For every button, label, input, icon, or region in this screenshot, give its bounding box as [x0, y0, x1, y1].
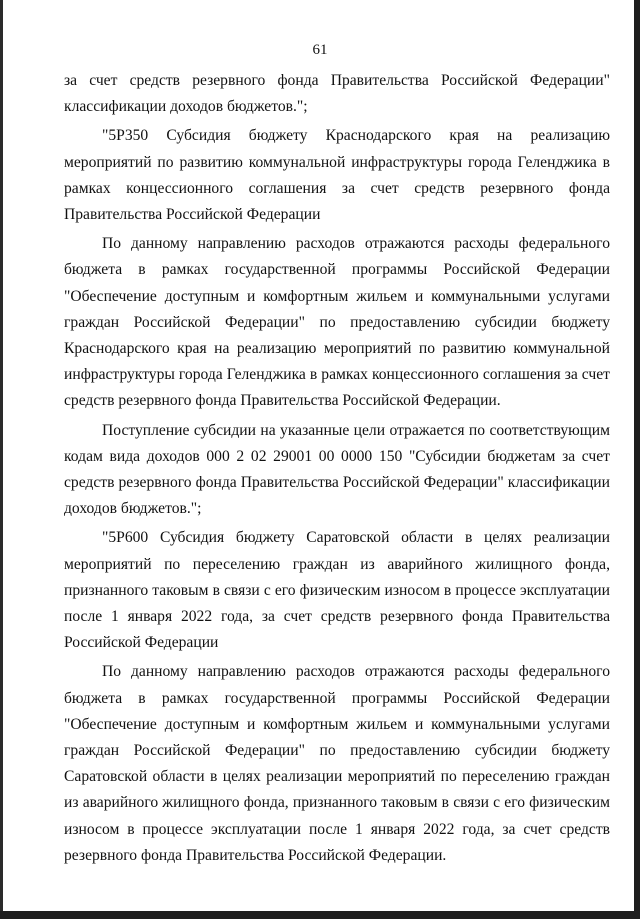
paragraph-5r600-description: По данному направлению расходов отражаются расходы федерального бюджета в рамках государственной программы Российской Федерации "Обеспечение доступным и комфортным жильем и коммунальными услугами граждан Российской Федерации" по предоставлению субсидии бюджету Саратовской области в целях реализации мероприятий по переселению граждан из аварийного жилищного фонда, признанного таковым в связи с его физическим износом в процессе эксплуатации после 1 января 2022 года, за счет средств резервного фонда Правительства Российской Федерации.	[64, 663, 610, 864]
scan-edge-bottom	[0, 911, 640, 919]
page-number: 61	[312, 42, 328, 58]
scan-edge-left	[0, 0, 3, 919]
paragraph-5r350-description: По данному направлению расходов отражаются расходы федерального бюджета в рамках государственной программы Российской Федерации "Обеспечение доступным и комфортным жильем и коммунальными услугами граждан Российской Федерации" по предоставлению субсидии бюджету Краснодарского края на реализацию мероприятий по развитию коммунальной инфраструктуры города Геленджика в рамках концессионного соглашения за счет средств резервного фонда Правительства Российской Федерации.	[64, 235, 610, 410]
paragraph-5r600-heading: "5Р600 Субсидия бюджету Саратовской области в целях реализации мероприятий по переселению граждан из аварийного жилищного фонда, признанного таковым в связи с его физическим износом в процессе эксплуатации после 1 января 2022 года, за счет средств резервного фонда Правительства Российской Федерации	[64, 529, 610, 652]
document-body	[64, 68, 610, 869]
scan-edge-right	[634, 0, 640, 919]
paragraph-continuation: за счет средств резервного фонда Правительства Российской Федерации" классификации доходов бюджетов.";	[64, 72, 610, 116]
paragraph-5r350-revenue: Поступление субсидии на указанные цели отражается по соответствующим кодам вида доходов 000 2 02 29001 00 0000 150 "Субсидии бюджетам за счет средств резервного фонда Правительства Российской Федерации" классификации доходов бюджетов.";	[64, 421, 610, 518]
paragraph-5r350-heading: "5Р350 Субсидия бюджету Краснодарского края на реализацию мероприятий по развитию коммунальной инфраструктуры города Геленджика в рамках концессионного соглашения за счет средств резервного фонда Правительства Российской Федерации	[64, 127, 610, 224]
